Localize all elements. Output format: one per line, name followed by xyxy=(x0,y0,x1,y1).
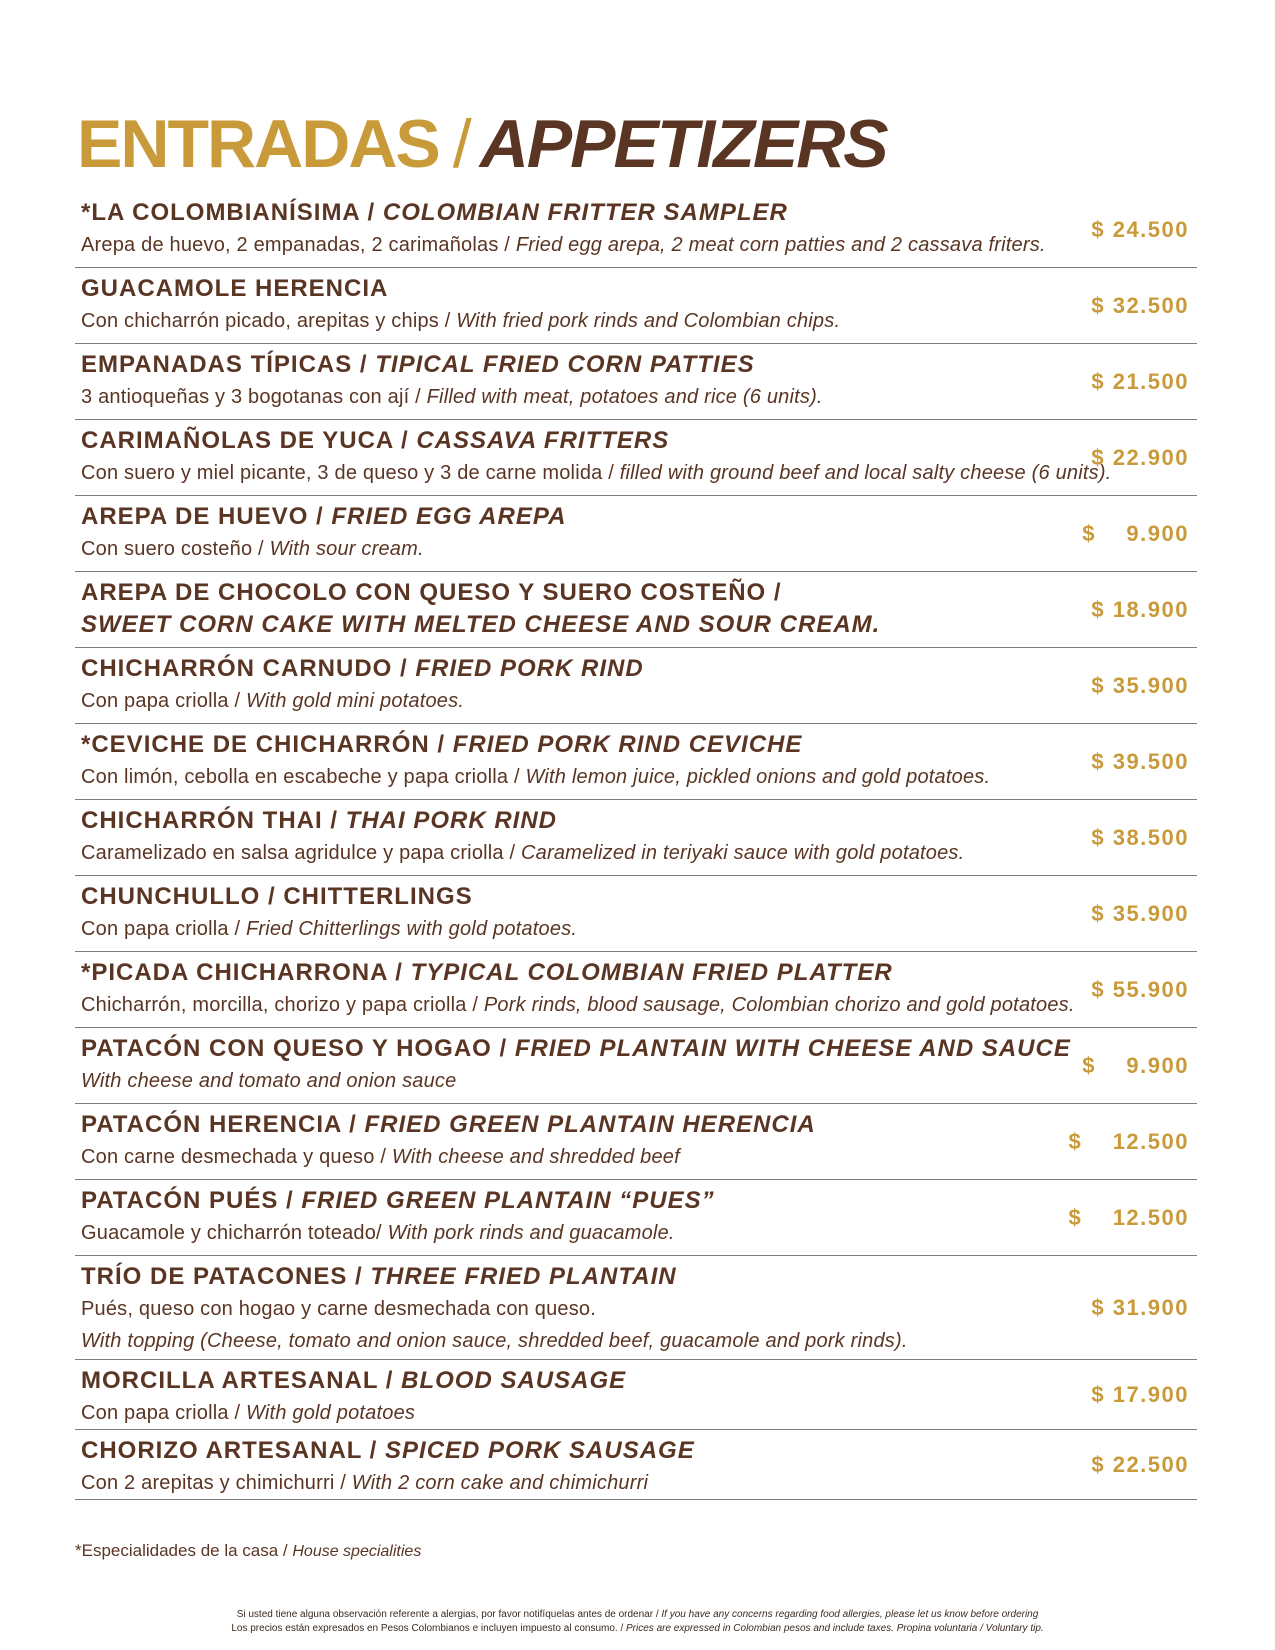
item-name xyxy=(81,349,1197,381)
item-name-english: FRIED GREEN PLANTAIN “PUES” xyxy=(301,1187,715,1214)
item-name-english: FRIED PORK RIND xyxy=(415,655,644,682)
item-description-spanish: Pués, queso con hogao y carne desmechada con queso. xyxy=(81,1298,596,1320)
item-name xyxy=(81,653,1197,685)
item-name xyxy=(81,1033,1197,1065)
item-name xyxy=(81,957,1197,989)
menu-item xyxy=(75,1180,1197,1256)
item-name xyxy=(81,1365,1197,1397)
item-price: $ 9.900 xyxy=(1082,520,1189,546)
item-description-spanish: Con limón, cebolla en escabeche y papa criolla / xyxy=(81,766,526,788)
allergy-notice-english: If you have any concerns regarding food allergies, please let us know before ordering xyxy=(661,1609,1039,1620)
item-description-english: With topping (Cheese, tomato and onion sauce, shredded beef, guacamole and pork rinds). xyxy=(81,1330,908,1352)
item-price: $ 38.500 xyxy=(1091,824,1189,850)
item-name xyxy=(81,273,1197,305)
menu-item xyxy=(75,876,1197,952)
item-description-english: Filled with meat, potatoes and rice (6 units). xyxy=(426,386,823,408)
menu-item xyxy=(75,420,1197,496)
item-description-english: Fried egg arepa, 2 meat corn patties and 2 cassava friters. xyxy=(515,234,1046,256)
item-name xyxy=(81,1261,1197,1293)
item-name xyxy=(81,425,1197,457)
menu-item xyxy=(75,496,1197,572)
allergy-notice xyxy=(0,1608,1275,1622)
item-description xyxy=(81,533,1197,565)
item-price: $ 18.900 xyxy=(1091,596,1189,622)
price-notice xyxy=(0,1622,1275,1636)
item-description xyxy=(81,229,1197,261)
item-description xyxy=(81,1397,1197,1429)
menu-item xyxy=(75,648,1197,724)
item-name-spanish: PATACÓN CON QUESO Y HOGAO / xyxy=(81,1035,515,1062)
item-name xyxy=(81,577,1197,609)
menu-item xyxy=(75,952,1197,1028)
item-description xyxy=(81,761,1197,793)
item-price: $ 12.500 xyxy=(1068,1204,1189,1230)
item-name-spanish: CHORIZO ARTESANAL / xyxy=(81,1437,386,1464)
item-name-spanish: *CEVICHE DE CHICHARRÓN / xyxy=(81,731,453,758)
menu-item xyxy=(75,1360,1197,1430)
item-name-spanish: GUACAMOLE HERENCIA xyxy=(81,275,389,302)
menu-item xyxy=(75,1104,1197,1180)
menu-item xyxy=(75,800,1197,876)
page-title xyxy=(77,104,887,184)
menu-item xyxy=(75,1430,1197,1500)
item-name-english: FRIED EGG AREPA xyxy=(331,503,567,530)
menu-item xyxy=(75,344,1197,420)
item-name-english: SWEET CORN CAKE WITH MELTED CHEESE AND SOUR CREAM. xyxy=(81,611,881,638)
menu-item xyxy=(75,572,1197,648)
item-name-spanish: PATACÓN HERENCIA / xyxy=(81,1111,365,1138)
item-description-spanish: 3 antioqueñas y 3 bogotanas con ají / xyxy=(81,386,427,408)
item-price: $ 21.500 xyxy=(1091,368,1189,394)
item-name xyxy=(81,729,1197,761)
item-name-english: SPICED PORK SAUSAGE xyxy=(385,1437,695,1464)
price-notice-spanish: Los precios están expresados en Pesos Colombianos e incluyen impuesto al consumo. / xyxy=(231,1623,627,1634)
item-description-english: With cheese and shredded beef xyxy=(391,1146,680,1168)
item-price: $ 35.900 xyxy=(1091,900,1189,926)
item-name-spanish: CHICHARRÓN THAI / xyxy=(81,807,346,834)
item-name xyxy=(81,197,1197,229)
item-name xyxy=(81,1109,1197,1141)
item-description-spanish: Con carne desmechada y queso / xyxy=(81,1146,392,1168)
menu-item xyxy=(75,192,1197,268)
item-name-english: THAI PORK RIND xyxy=(345,807,557,834)
item-description xyxy=(81,1217,1197,1249)
item-description xyxy=(81,1467,1197,1499)
item-description-spanish: Con suero y miel picante, 3 de queso y 3 de carne molida / xyxy=(81,462,620,484)
item-name xyxy=(81,1435,1197,1467)
menu-item xyxy=(75,1256,1197,1360)
item-description xyxy=(81,381,1197,413)
item-description-english: With sour cream. xyxy=(269,538,424,560)
item-name-spanish: TRÍO DE PATACONES / xyxy=(81,1263,371,1290)
item-description-english: Pork rinds, blood sausage, Colombian chorizo and gold potatoes. xyxy=(483,994,1075,1016)
menu-list xyxy=(75,192,1197,1500)
item-description xyxy=(81,837,1197,869)
item-description xyxy=(81,989,1197,1021)
item-description xyxy=(81,1293,1197,1325)
footnote-spanish: *Especialidades de la casa / xyxy=(75,1541,293,1560)
item-description-english: Fried Chitterlings with gold potatoes. xyxy=(246,918,578,940)
item-description xyxy=(81,1325,1197,1357)
item-name-spanish: EMPANADAS TÍPICAS / xyxy=(81,351,376,378)
item-name-spanish: CARIMAÑOLAS DE YUCA / xyxy=(81,427,417,454)
item-description-english: filled with ground beef and local salty cheese (6 units). xyxy=(619,462,1112,484)
house-specialities-note xyxy=(75,1541,421,1561)
menu-item xyxy=(75,1028,1197,1104)
item-name-spanish: PATACÓN PUÉS / xyxy=(81,1187,302,1214)
title-english: APPETIZERS xyxy=(479,106,887,182)
item-name-english-line xyxy=(81,609,1197,641)
item-name-spanish: *LA COLOMBIANÍSIMA / xyxy=(81,199,383,226)
item-description-spanish: Con suero costeño / xyxy=(81,538,270,560)
footnote-english: House specialities xyxy=(292,1543,422,1560)
menu-item xyxy=(75,268,1197,344)
item-name xyxy=(81,1185,1197,1217)
item-description xyxy=(81,1141,1197,1173)
item-name-english: CASSAVA FRITTERS xyxy=(416,427,670,454)
item-name-spanish: CHUNCHULLO / CHITTERLINGS xyxy=(81,883,473,910)
item-price: $ 24.500 xyxy=(1091,216,1189,242)
item-description-english: With pork rinds and guacamole. xyxy=(387,1222,675,1244)
item-name-english: BLOOD SAUSAGE xyxy=(401,1367,627,1394)
item-price: $ 22.500 xyxy=(1091,1451,1189,1477)
item-description-spanish: Con papa criolla / xyxy=(81,690,247,712)
item-description xyxy=(81,305,1197,337)
item-price: $ 12.500 xyxy=(1068,1128,1189,1154)
item-description xyxy=(81,1065,1197,1097)
item-description-english: With gold mini potatoes. xyxy=(246,690,465,712)
price-notice-english: Prices are expressed in Colombian pesos and include taxes. Propina voluntaria / Voluntary tip. xyxy=(626,1623,1044,1634)
item-description-spanish: Chicharrón, morcilla, chorizo y papa criolla / xyxy=(81,994,484,1016)
item-description xyxy=(81,913,1197,945)
item-name-english: TYPICAL COLOMBIAN FRIED PLATTER xyxy=(410,959,893,986)
item-description-english: With cheese and tomato and onion sauce xyxy=(81,1070,457,1092)
item-description-spanish: Arepa de huevo, 2 empanadas, 2 carimañolas / xyxy=(81,234,516,256)
item-description-english: With lemon juice, pickled onions and gold potatoes. xyxy=(525,766,991,788)
allergy-notice-spanish: Si usted tiene alguna observación referente a alergias, por favor notifíquelas antes de ordenar / xyxy=(236,1609,662,1620)
item-price: $ 39.500 xyxy=(1091,748,1189,774)
item-name-spanish: AREPA DE HUEVO / xyxy=(81,503,332,530)
item-price: $ 35.900 xyxy=(1091,672,1189,698)
item-name-english: FRIED GREEN PLANTAIN HERENCIA xyxy=(364,1111,816,1138)
item-price: $ 22.900 xyxy=(1091,444,1189,470)
item-name-english: FRIED PORK RIND CEVICHE xyxy=(452,731,803,758)
title-spanish: ENTRADAS xyxy=(77,106,439,182)
item-price: $ 55.900 xyxy=(1091,976,1189,1002)
item-name-spanish: *PICADA CHICHARRONA / xyxy=(81,959,411,986)
item-name-english: COLOMBIAN FRITTER SAMPLER xyxy=(382,199,788,226)
item-name-spanish: CHICHARRÓN CARNUDO / xyxy=(81,655,416,682)
item-name-english: TIPICAL FRIED CORN PATTIES xyxy=(375,351,755,378)
item-name-english: FRIED PLANTAIN WITH CHEESE AND SAUCE xyxy=(514,1035,1071,1062)
item-name-spanish: MORCILLA ARTESANAL / xyxy=(81,1367,402,1394)
item-description-english: With 2 corn cake and chimichurri xyxy=(351,1472,649,1494)
item-name xyxy=(81,501,1197,533)
item-description-english: With fried pork rinds and Colombian chips. xyxy=(456,310,841,332)
item-description xyxy=(81,685,1197,717)
item-price: $ 17.900 xyxy=(1091,1381,1189,1407)
item-description-spanish: Con chicharrón picado, arepitas y chips / xyxy=(81,310,457,332)
item-description-spanish: Con 2 arepitas y chimichurri / xyxy=(81,1472,352,1494)
item-description-spanish: Con papa criolla / xyxy=(81,918,247,940)
item-description xyxy=(81,457,1197,489)
menu-item xyxy=(75,724,1197,800)
item-price: $ 32.500 xyxy=(1091,292,1189,318)
item-name-english: THREE FRIED PLANTAIN xyxy=(370,1263,677,1290)
title-separator: / xyxy=(452,106,470,182)
item-price: $ 9.900 xyxy=(1082,1052,1189,1078)
item-name-spanish: AREPA DE CHOCOLO CON QUESO Y SUERO COSTEÑO / xyxy=(81,579,782,606)
item-description-spanish: Caramelizado en salsa agridulce y papa criolla / xyxy=(81,842,522,864)
item-description-spanish: Con papa criolla / xyxy=(81,1402,247,1424)
item-name xyxy=(81,881,1197,913)
item-description-spanish: Guacamole y chicharrón toteado/ xyxy=(81,1222,388,1244)
item-name xyxy=(81,805,1197,837)
item-description-english: Caramelized in teriyaki sauce with gold potatoes. xyxy=(521,842,965,864)
item-price: $ 31.900 xyxy=(1091,1294,1189,1320)
item-description-english: With gold potatoes xyxy=(246,1402,416,1424)
